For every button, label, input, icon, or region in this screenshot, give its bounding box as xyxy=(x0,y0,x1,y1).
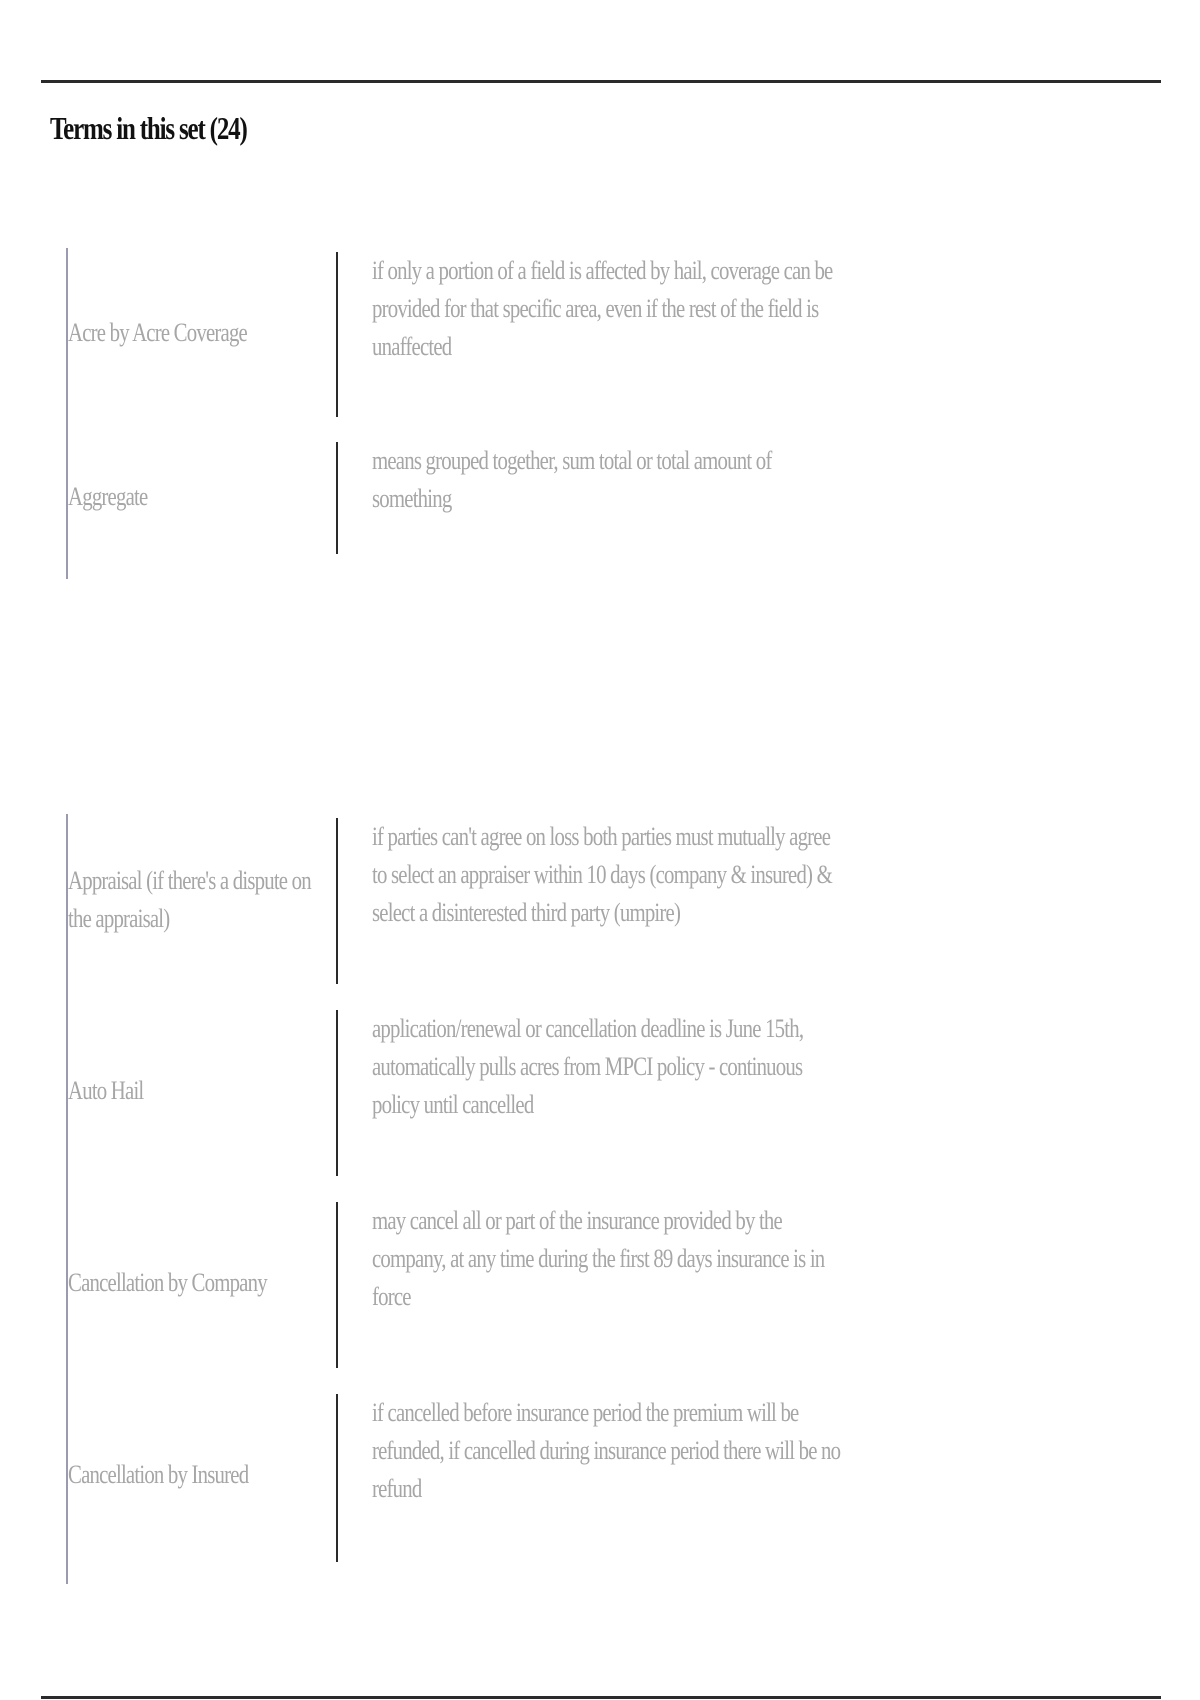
term-card[interactable] xyxy=(68,252,968,417)
term-group xyxy=(66,814,841,1584)
card-divider xyxy=(336,1202,338,1368)
term-card[interactable] xyxy=(68,1394,968,1562)
card-divider xyxy=(336,1010,338,1176)
term-text: Aggregate xyxy=(68,482,148,511)
set-title: Terms in this set (24) xyxy=(50,110,247,146)
term-text: Cancellation by Company xyxy=(68,1268,267,1297)
definition-text: if cancelled before insurance period the premium will be refunded, if cancelled during insurance period there will be no refund xyxy=(372,1398,841,1503)
definition-text: means grouped together, sum total or total amount of something xyxy=(372,446,772,513)
card-divider xyxy=(336,818,338,984)
card-divider xyxy=(336,442,338,554)
card-divider xyxy=(336,252,338,417)
term-text: Cancellation by Insured xyxy=(68,1460,249,1489)
card-divider xyxy=(336,1394,338,1562)
term-card[interactable] xyxy=(68,818,968,984)
definition-text: application/renewal or cancellation deadline is June 15th, automatically pulls acres from MPCI policy - continuous policy until cancelled xyxy=(372,1014,804,1119)
definition-text: if only a portion of a field is affected by hail, coverage can be provided for that specific area, even if the rest of the field is unaffected xyxy=(372,256,833,361)
term-group xyxy=(66,248,833,579)
definition-text: may cancel all or part of the insurance provided by the company, at any time during the first 89 days insurance is in force xyxy=(372,1206,825,1311)
definition-text: if parties can't agree on loss both parties must mutually agree to select an appraiser within 10 days (company & insured) & select a disinterested third party (umpire) xyxy=(372,822,832,927)
term-text: Appraisal (if there's a dispute on the appraisal) xyxy=(68,866,311,933)
term-card[interactable] xyxy=(68,442,968,554)
term-text: Acre by Acre Coverage xyxy=(68,318,247,347)
bottom-rule xyxy=(41,1696,1161,1699)
term-card[interactable] xyxy=(68,1202,968,1368)
term-card[interactable] xyxy=(68,1010,968,1176)
term-text: Auto Hail xyxy=(68,1076,144,1105)
top-rule xyxy=(41,80,1161,83)
